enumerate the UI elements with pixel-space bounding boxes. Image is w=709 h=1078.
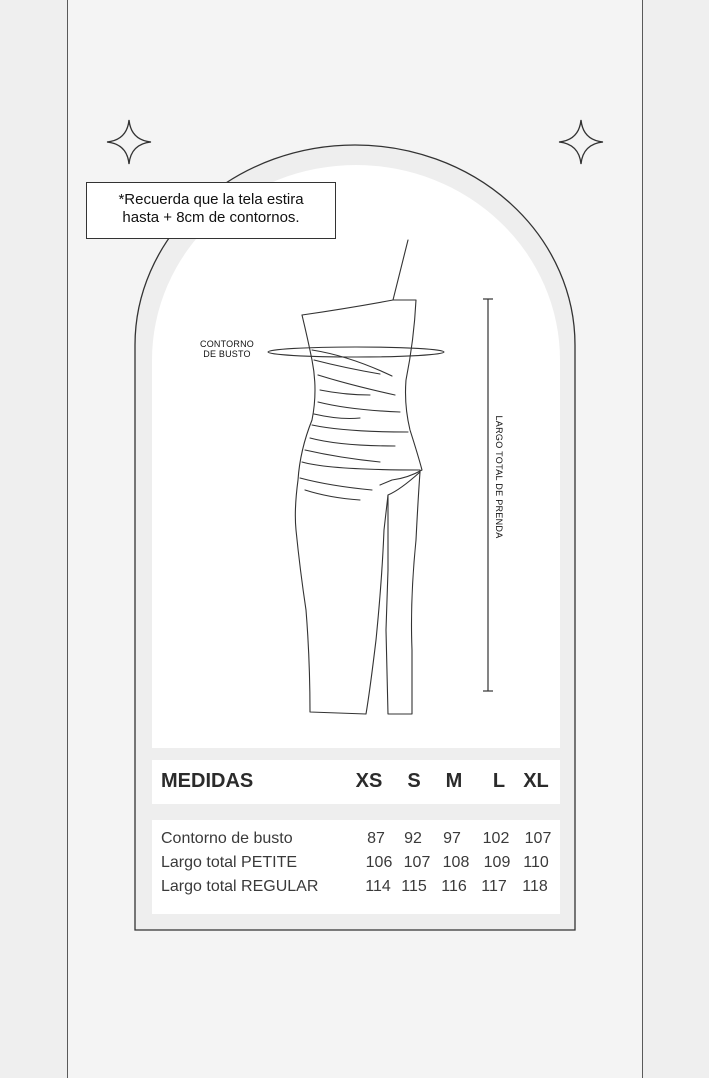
bust-measure-ellipse: [268, 347, 444, 357]
bust-label: CONTORNO DE BUSTO: [200, 339, 254, 359]
table-row-petite: [152, 854, 560, 878]
size-header-xs: XS: [355, 770, 383, 792]
size-header-l: L: [492, 770, 506, 792]
table-cell: 92: [404, 830, 422, 847]
table-cell: 117: [481, 878, 507, 895]
table-cell: 118: [522, 878, 548, 895]
table-cell: 97: [443, 830, 461, 847]
dress-left-side: [295, 315, 388, 714]
note-line-2: hasta + 8cm de contornos.: [122, 209, 300, 226]
table-cell: 107: [524, 830, 552, 847]
table-cell: 109: [483, 854, 511, 871]
table-cell: 108: [442, 854, 470, 871]
table-title: MEDIDAS: [161, 770, 254, 792]
size-table-header: [152, 760, 560, 804]
length-label: LARGO TOTAL DE PRENDA: [494, 415, 504, 539]
stretch-note: [86, 182, 336, 239]
size-table-body: [152, 820, 560, 914]
table-cell: 107: [403, 854, 431, 871]
size-header-xl: XL: [523, 770, 549, 792]
table-cell: 106: [365, 854, 393, 871]
table-row-bust: [152, 830, 560, 854]
table-cell: 115: [401, 878, 427, 895]
table-cell: 116: [441, 878, 467, 895]
table-cell: 114: [365, 878, 391, 895]
size-header-m: M: [445, 770, 463, 792]
table-cell: 110: [523, 854, 549, 871]
size-header-s: S: [407, 770, 421, 792]
row-label: Largo total REGULAR: [161, 878, 319, 895]
note-line-1: *Recuerda que la tela estira: [118, 191, 304, 208]
row-label: Contorno de busto: [161, 830, 293, 847]
table-row-regular: [152, 878, 560, 902]
dress-slit: [386, 472, 420, 714]
table-cell: 102: [482, 830, 510, 847]
table-cell: 87: [367, 830, 385, 847]
row-label: Largo total PETITE: [161, 854, 298, 871]
dress-bodice-right: [302, 300, 422, 485]
dress-strap: [393, 240, 408, 300]
